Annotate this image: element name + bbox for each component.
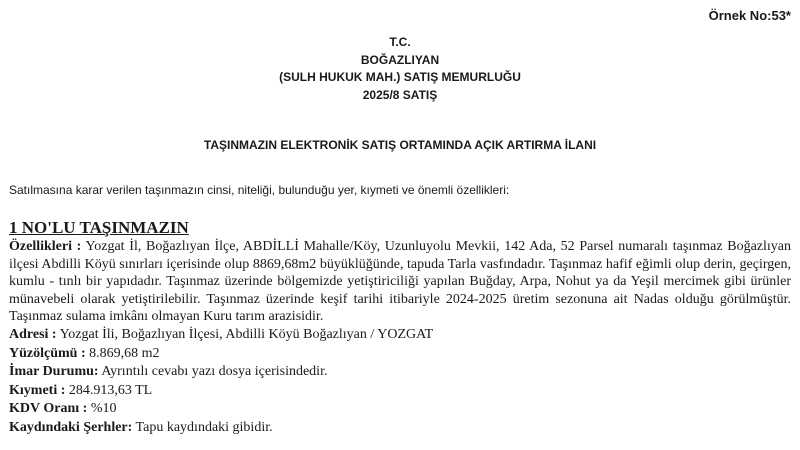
annotations-label: Kaydındaki Şerhler:	[9, 419, 133, 435]
zoning-label: İmar Durumu:	[9, 364, 99, 380]
announcement-title: TAŞINMAZIN ELEKTRONİK SATIŞ ORTAMINDA AÇIK ARTIRMA İLANI	[203, 138, 597, 152]
property-section	[9, 218, 791, 438]
value-label: Kıymeti :	[9, 382, 66, 398]
property-annotations	[9, 419, 791, 438]
property-title: 1 NO'LU TAŞINMAZIN	[9, 218, 189, 237]
vat-label: KDV Oranı :	[9, 401, 88, 417]
property-zoning	[9, 363, 791, 382]
header-line-file: 2025/8 SATIŞ	[362, 87, 438, 102]
area-label: Yüzölçümü :	[9, 345, 86, 361]
document-header	[0, 34, 800, 104]
address-value: Yozgat İli, Boğazlıyan İlçesi, Abdilli Köyü Boğazlıyan / YOZGAT	[59, 326, 434, 342]
intro-text: Satılmasına karar verilen taşınmazın cinsi, niteliği, bulunduğu yer, kıymeti ve önemli özellikleri:	[9, 183, 510, 197]
property-area	[9, 345, 791, 364]
property-value	[9, 382, 791, 401]
sample-number: Örnek No:53*	[708, 8, 791, 23]
value-value: 284.913,63 TL	[68, 382, 153, 398]
zoning-value: Ayrıntılı cevabı yazı dosya içerisindedir.	[101, 364, 328, 380]
annotations-value: Tapu kaydındaki gibidir.	[135, 419, 273, 435]
property-features	[9, 238, 791, 326]
header-line-office: (SULH HUKUK MAH.) SATIŞ MEMURLUĞU	[279, 70, 521, 84]
area-value: 8.869,68 m2	[89, 345, 160, 361]
header-line-town: BOĞAZLIYAN	[360, 52, 440, 67]
features-label: Özellikleri :	[9, 239, 82, 254]
vat-value: %10	[90, 401, 117, 417]
address-label: Adresi :	[9, 326, 57, 342]
header-line-tc: T.C.	[389, 35, 411, 49]
property-vat	[9, 400, 791, 419]
property-address	[9, 326, 791, 345]
features-text: Yozgat İl, Boğazlıyan İlçe, ABDİLLİ Mahalle/Köy, Uzunluyolu Mevkii, 142 Ada, 52 Parsel numaralı taşınmaz Boğazlıyan ilçesi Abdilli Köyü sınırları içerisinde olup 8869,68m2 büyüklüğünde, tapuda Tarla vasfındadır. Taşınmaz hafif eğimli olup derin, geçirgen, kumlu - tınlı bir yapıdadır. Taşınmaz üzerinde bölgemizde yetiştiriciliği yapılan Buğday, Arpa, Nohut ya da Yeşil mercimek gibi ürünler münavebeli olarak yetiştirilebilir. Taşınmaz üzerinde keşif tarihi itibariyle 2024-2025 üretim sezonuna ait Nadas olduğu görülmüştür. Taşınmaz sulama imkânı olmayan Kuru tarım arazisidir.	[9, 239, 791, 325]
